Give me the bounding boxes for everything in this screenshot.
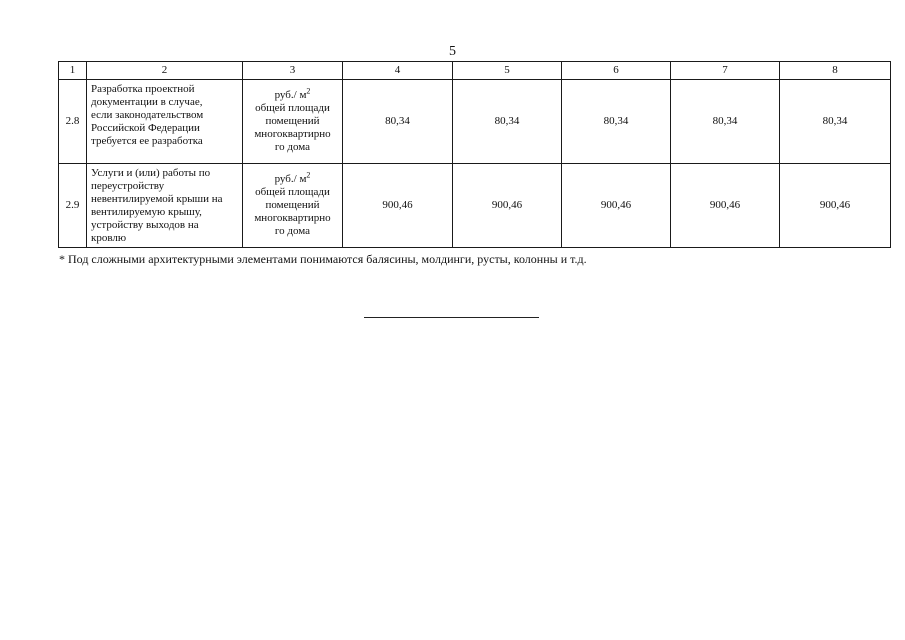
unit-text: руб./ м [274, 89, 307, 101]
value-cell: 80,34 [671, 80, 780, 164]
table-row [59, 80, 891, 164]
row-number: 2.9 [59, 164, 87, 248]
footnote: * Под сложными архитектурными элементами понимаются балясины, молдинги, русты, колонны и т.д. [59, 252, 587, 266]
description-line: кровлю [91, 232, 127, 244]
column-header: 4 [343, 62, 453, 80]
unit-text: общей площади [255, 186, 330, 198]
description-line: устройству выходов на [91, 219, 199, 231]
description-line: если законодательством [91, 109, 204, 121]
value-cell: 900,46 [671, 164, 780, 248]
value-cell: 900,46 [453, 164, 562, 248]
column-header: 1 [59, 62, 87, 80]
value-cell: 80,34 [562, 80, 671, 164]
unit-text: помещений [265, 199, 320, 211]
rates-table [58, 61, 891, 248]
unit-text: многоквартирно [254, 212, 331, 224]
description-line: Разработка проектной [91, 83, 195, 95]
description-line: Услуги и (или) работы по [91, 167, 211, 179]
column-header: 3 [243, 62, 343, 80]
unit-text: руб./ м [274, 173, 307, 185]
row-description [87, 164, 243, 248]
description-line: документации в случае, [91, 96, 203, 108]
table-row [59, 164, 891, 248]
value-cell: 80,34 [453, 80, 562, 164]
value-cell: 80,34 [343, 80, 453, 164]
value-cell: 900,46 [780, 164, 891, 248]
page-number: 5 [449, 44, 456, 59]
unit-superscript: 2 [306, 170, 311, 180]
description-line: переустройству [91, 180, 165, 192]
unit-superscript: 2 [306, 86, 311, 96]
closing-divider [364, 317, 539, 318]
row-description [87, 80, 243, 164]
column-header: 8 [780, 62, 891, 80]
unit-text: го дома [274, 225, 311, 237]
row-unit [243, 164, 343, 248]
row-number: 2.8 [59, 80, 87, 164]
unit-text: го дома [274, 141, 311, 153]
unit-text: многоквартирно [254, 128, 331, 140]
value-cell: 900,46 [343, 164, 453, 248]
unit-text: общей площади [255, 102, 330, 114]
column-header: 7 [671, 62, 780, 80]
value-cell: 900,46 [562, 164, 671, 248]
table-header-row [59, 62, 891, 80]
description-line: вентилируемую крышу, [91, 206, 202, 218]
column-header: 2 [87, 62, 243, 80]
description-line: невентилируемой крыши на [91, 193, 223, 205]
unit-text: помещений [265, 115, 320, 127]
column-header: 5 [453, 62, 562, 80]
description-line: Российской Федерации [91, 122, 200, 134]
column-header: 6 [562, 62, 671, 80]
description-line: требуется ее разработка [91, 135, 203, 147]
row-unit [243, 80, 343, 164]
value-cell: 80,34 [780, 80, 891, 164]
